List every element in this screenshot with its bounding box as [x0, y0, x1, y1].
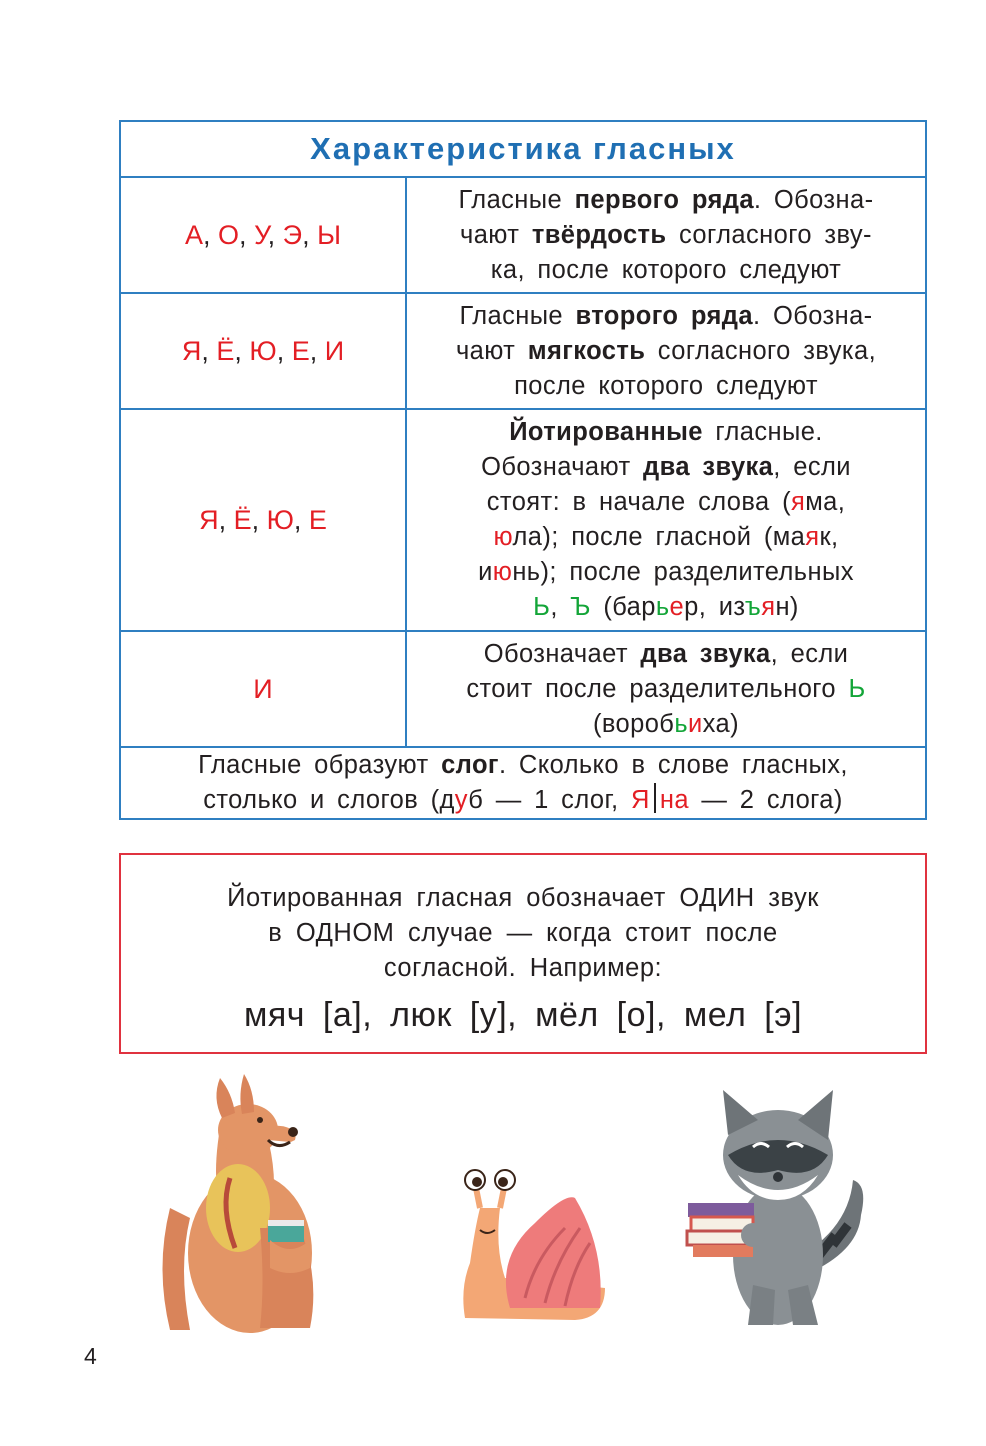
note-box	[119, 853, 927, 1054]
vowels-table	[119, 120, 927, 820]
note-line-3: согласной. Например:	[383, 954, 663, 982]
table-row	[120, 409, 926, 631]
page-number: 4	[84, 1343, 97, 1369]
table-row	[120, 293, 926, 409]
row4-letters: И	[120, 631, 406, 747]
row2-letters: Я, Ё, Ю, Е, И	[120, 293, 406, 409]
row1-description: Гласные первого ряда. Обозна- чают твёрдость согласного зву- ка, после которого следуют	[406, 177, 926, 293]
row1-letters: А, О, У, Э, Ы	[120, 177, 406, 293]
kangaroo-illustration	[150, 1068, 325, 1333]
table-title: Характеристика гласных	[120, 121, 926, 177]
note-examples: мяч [а], люк [у], мёл [о], мел [э]	[243, 996, 803, 1034]
row3-description: Йотированные гласные. Обозначают два звука, если стоят: в начале слова (яма, юла); после гласной (маяк, июнь); после разделительных Ь, Ъ (барьер, изъян)	[406, 409, 926, 631]
raccoon-illustration	[683, 1085, 868, 1330]
note-line-2: в ОДНОМ случае — когда стоит после	[268, 919, 778, 947]
table-row	[120, 177, 926, 293]
footer-note: Гласные образуют слог. Сколько в слове гласных, столько и слогов (дуб — 1 слог, Я на — 2 слога)	[120, 747, 926, 819]
table-row	[120, 747, 926, 819]
row4-description: Обозначает два звука, если стоит после разделительного Ь (воробьиха)	[406, 631, 926, 747]
row3-letters: Я, Ё, Ю, Е	[120, 409, 406, 631]
syllable-divider	[654, 783, 656, 813]
row2-description: Гласные второго ряда. Обозна- чают мягкость согласного звука, после которого следуют	[406, 293, 926, 409]
note-line-1: Йотированная гласная обозначает ОДИН звук	[227, 884, 819, 912]
table-row	[120, 631, 926, 747]
snail-illustration	[455, 1168, 615, 1328]
